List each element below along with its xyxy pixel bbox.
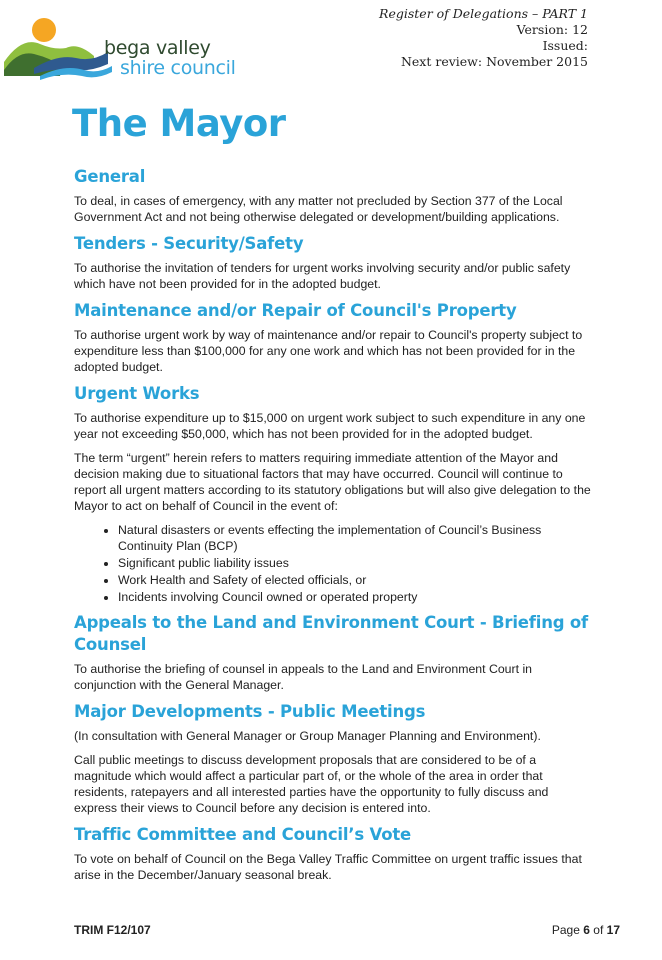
appeals-paragraph: To authorise the briefing of counsel in appeals to the Land and Environment Court in conjunction with the General Manager. — [74, 662, 533, 692]
council-logo-icon — [4, 14, 114, 94]
major-paragraph-1: (In consultation with General Manager or Group Manager Planning and Environment). — [74, 729, 541, 743]
page-total: 17 — [606, 923, 620, 937]
page-number — [552, 923, 620, 937]
page-title: The Mayor — [72, 102, 286, 145]
tenders-paragraph: To authorise the invitation of tenders for urgent works involving security and/or public safety which have not been provided for in the adopted budget. — [74, 261, 571, 291]
traffic-paragraph: To vote on behalf of Council on the Bega Valley Traffic Committee on urgent traffic issues that arise in the December/January seasonal break. — [74, 852, 582, 882]
heading-tenders: Tenders - Security/Safety — [74, 234, 304, 253]
urgent-bullet-list — [74, 522, 594, 606]
page-word: Page — [551, 923, 580, 937]
general-paragraph: To deal, in cases of emergency, with any matter not precluded by Section 377 of the Local Government Act and not being otherwise delegated or development/building applications. — [74, 194, 563, 224]
document-body — [74, 166, 594, 883]
list-item: • Work Health and Safety of elected officials, or — [118, 572, 594, 589]
urgent-paragraph-1: To authorise expenditure up to $15,000 on urgent work subject to such expenditure in any one year not exceeding $50,000, which has not been provided for in the adopted budget. — [74, 411, 586, 441]
major-paragraph-2: Call public meetings to discuss development proposals that are considered to be of a magnitude which would affect a particular part of, or the whole of the area in order that residents, ratepayers and all interested parties have the opportunity to fully discuss and express their views to Council before any decision is entered into. — [74, 753, 549, 815]
urgent-paragraph-2: The term “urgent” herein refers to matters requiring immediate attention of the Mayor and decision making due to situational factors that may have occurred. Council will continue to report all urgent matters according to its statutory obligations but will also give delegation to the Mayor to act on behalf of Council in the event of: — [74, 451, 591, 513]
heading-appeals: Appeals to the Land and Environment Court - Briefing of Counsel — [74, 613, 589, 654]
logo-line-1: bega valley — [104, 37, 211, 59]
logo-line-2: shire council — [120, 57, 236, 79]
meta-review: Next review: November 2015 — [400, 54, 588, 69]
list-item: • Significant public liability issues — [118, 555, 594, 572]
document-meta — [379, 6, 588, 70]
meta-version: Version: 12 — [516, 22, 588, 37]
heading-general: General — [74, 167, 146, 186]
heading-urgent-works: Urgent Works — [74, 384, 200, 403]
meta-doc-title: Register of Delegations – PART 1 — [379, 6, 588, 21]
page-current: 6 — [583, 923, 590, 937]
of-word: of — [593, 923, 604, 937]
list-item: • Natural disasters or events effecting the implementation of Council’s Business Continuity Plan (BCP) — [118, 522, 594, 555]
meta-issued: Issued: — [542, 38, 588, 53]
heading-major-developments: Major Developments - Public Meetings — [74, 702, 426, 721]
maintenance-paragraph: To authorise urgent work by way of maintenance and/or repair to Council's property subject to expenditure less than $100,000 for any one work and which has not been provided for in the adopted budget. — [74, 328, 583, 374]
list-item: • Incidents involving Council owned or operated property — [118, 589, 594, 606]
council-logo — [4, 14, 254, 94]
heading-maintenance: Maintenance and/or Repair of Council's Property — [74, 301, 517, 320]
heading-traffic-committee: Traffic Committee and Council’s Vote — [74, 825, 412, 844]
trim-reference: TRIM F12/107 — [74, 923, 151, 937]
